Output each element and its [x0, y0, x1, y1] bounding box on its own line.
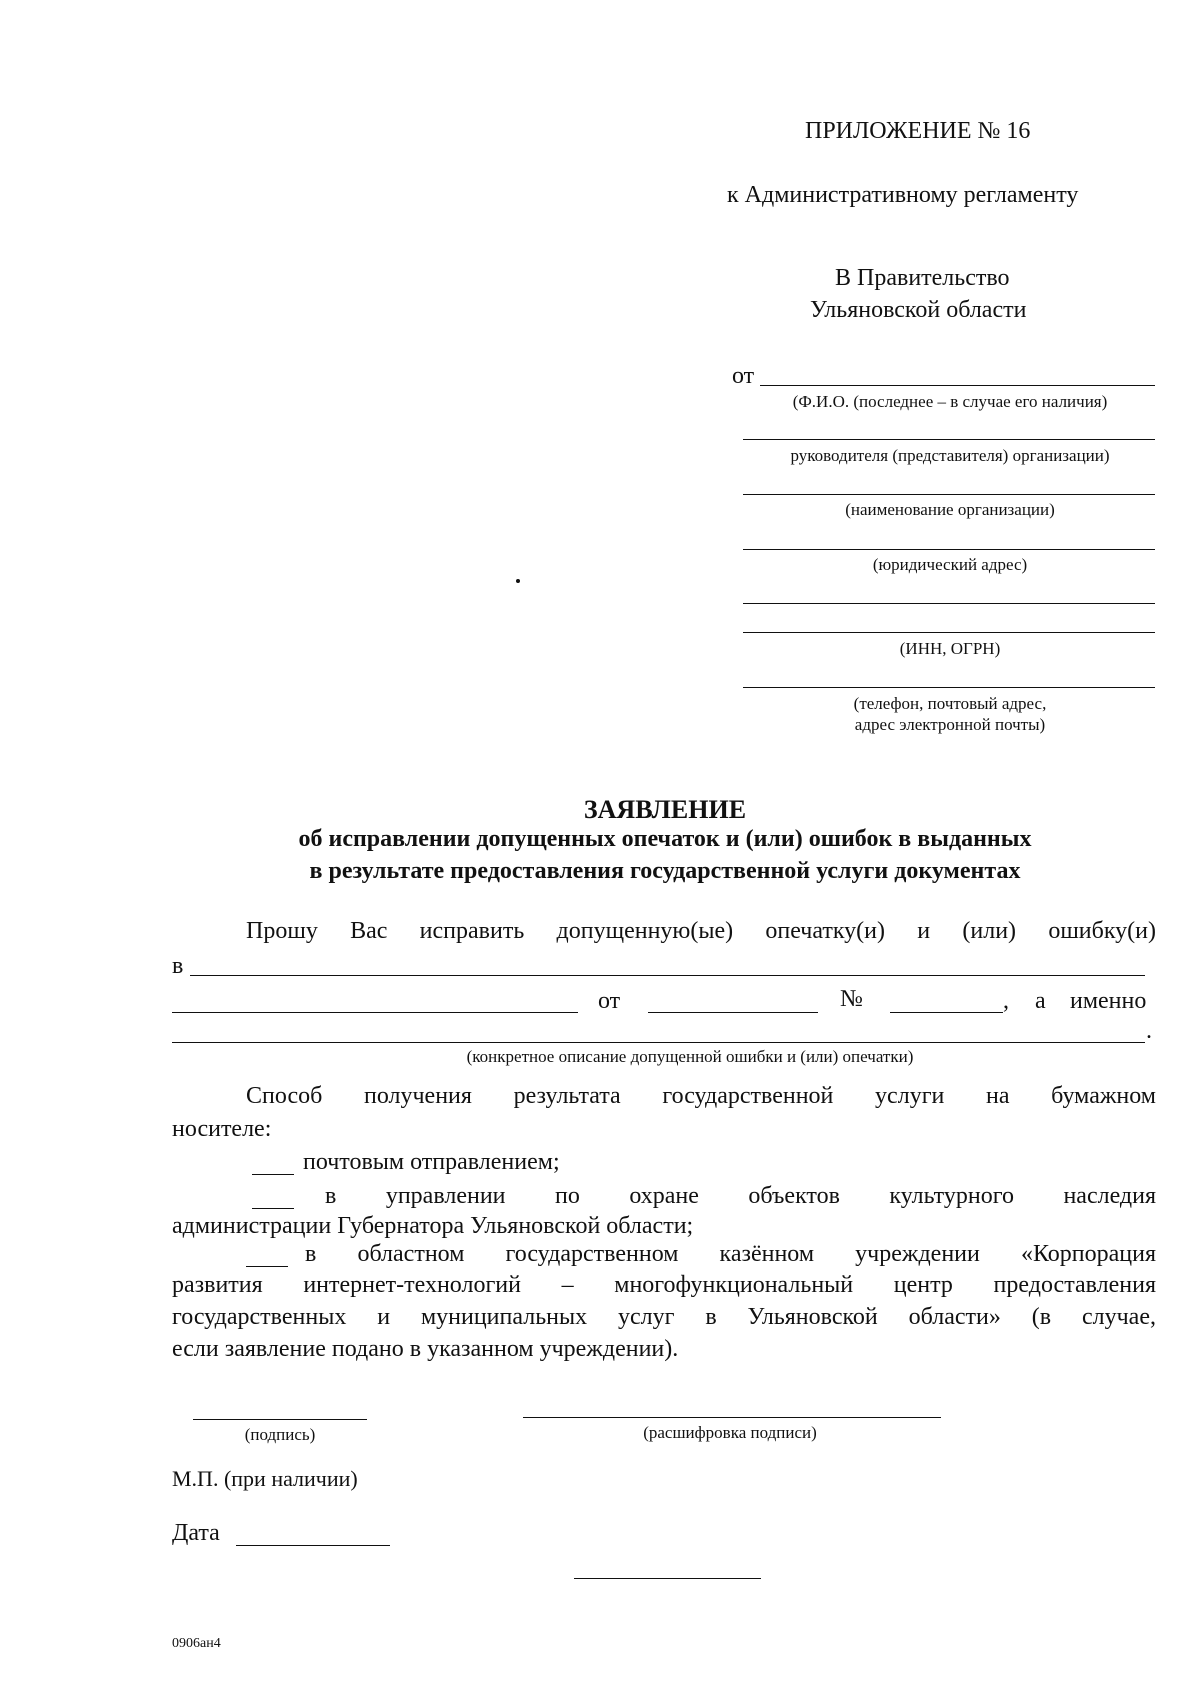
option-department-line-1: в управлении по охране объектов культурного наследия	[325, 1183, 1156, 1209]
signature-caption: (подпись)	[244, 1425, 316, 1444]
inn-caption: (ИНН, ОГРН)	[899, 639, 1001, 658]
option-department-checkbox[interactable]	[252, 1208, 294, 1209]
document-date-line[interactable]	[648, 1012, 818, 1013]
request-in-label: в	[172, 953, 184, 979]
request-period: .	[1146, 1018, 1152, 1044]
document-title: ЗАЯВЛЕНИЕ	[583, 795, 747, 824]
request-from-label: от	[598, 988, 621, 1014]
document-subtitle-1: об исправлении допущенных опечаток и (или) ошибок в выданных	[298, 826, 1032, 852]
document-name-line-2[interactable]	[172, 1012, 578, 1013]
bottom-line	[574, 1578, 761, 1579]
option-mfc-line-4: если заявление подано в указанном учреждении).	[172, 1336, 679, 1362]
address-field-line[interactable]	[743, 549, 1155, 550]
delivery-intro-2: носителе:	[172, 1116, 272, 1142]
org-field-line[interactable]	[743, 494, 1155, 495]
addressee-line-2: Ульяновской области	[810, 297, 1027, 323]
fio-field-line[interactable]	[760, 385, 1155, 386]
contacts-caption-2: адрес электронной почты)	[854, 715, 1046, 734]
request-comma: ,	[1003, 988, 1009, 1014]
request-namely-a: а	[1035, 988, 1046, 1014]
reglament-reference: к Административному регламенту	[727, 182, 1079, 208]
date-field-line[interactable]	[236, 1545, 390, 1546]
stamp-label: М.П. (при наличии)	[172, 1466, 358, 1491]
org-caption: (наименование организации)	[845, 500, 1055, 519]
signature-line[interactable]	[193, 1419, 367, 1420]
request-number-label: №	[840, 986, 863, 1012]
head-caption: руководителя (представителя) организации)	[790, 446, 1110, 465]
document-subtitle-2: в результате предоставления государственной услуги документах	[309, 858, 1021, 884]
delivery-intro-1: Способ получения результата государственной услуги на бумажном	[246, 1083, 1156, 1109]
request-namely-b: именно	[1070, 988, 1147, 1014]
stray-dot	[516, 579, 520, 583]
option-mfc-line-2: развития интернет-технологий – многофункциональный центр предоставления	[172, 1272, 1156, 1298]
contacts-field-line[interactable]	[743, 687, 1155, 688]
signature-decode-line[interactable]	[523, 1417, 941, 1418]
head-field-line[interactable]	[743, 439, 1155, 440]
document-name-line[interactable]	[190, 975, 1145, 976]
option-mfc-line-1: в областном государственном казённом учреждении «Корпорация	[305, 1241, 1156, 1267]
appendix-number: ПРИЛОЖЕНИЕ № 16	[805, 118, 1031, 144]
option-department-line-2: администрации Губернатора Ульяновской области;	[172, 1213, 694, 1239]
option-mfc-line-3: государственных и муниципальных услуг в Ульяновской области» (в случае,	[172, 1304, 1156, 1330]
document-code: 0906ан4	[172, 1636, 221, 1651]
document-number-line[interactable]	[890, 1012, 1003, 1013]
addressee-line-1: В Правительство	[835, 265, 1010, 291]
request-intro: Прошу Вас исправить допущенную(ые) опечатку(и) и (или) ошибку(и)	[246, 918, 1156, 944]
error-description-line[interactable]	[172, 1042, 1145, 1043]
address-caption: (юридический адрес)	[872, 555, 1028, 574]
from-label: от	[732, 363, 755, 389]
date-label: Дата	[172, 1520, 220, 1546]
inn-field-line[interactable]	[743, 632, 1155, 633]
option-post-checkbox[interactable]	[252, 1174, 294, 1175]
signature-decode-caption: (расшифровка подписи)	[643, 1423, 817, 1442]
option-mfc-checkbox[interactable]	[246, 1266, 288, 1267]
option-post-label: почтовым отправлением;	[303, 1149, 560, 1175]
fio-caption: (Ф.И.О. (последнее – в случае его наличия)	[792, 392, 1108, 411]
address-field-line-2[interactable]	[743, 603, 1155, 604]
error-description-caption: (конкретное описание допущенной ошибки и (или) опечатки)	[466, 1047, 914, 1066]
contacts-caption-1: (телефон, почтовый адрес,	[853, 694, 1047, 713]
